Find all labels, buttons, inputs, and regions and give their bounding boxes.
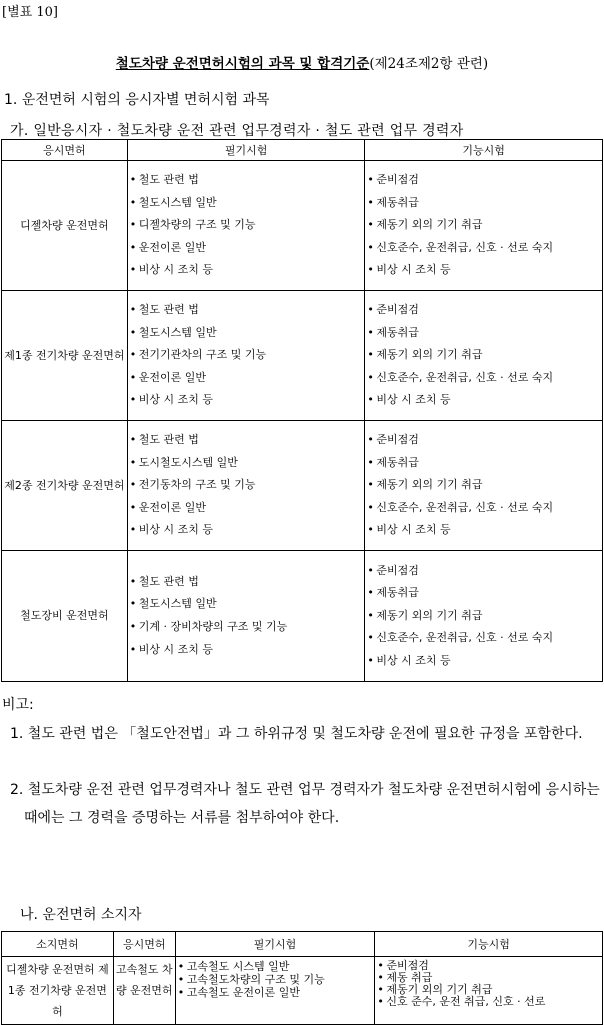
practical-exam-cell: [365, 551, 603, 682]
license-cell: 디젤차량 운전면허: [2, 161, 128, 291]
list-item: • 신호준수, 운전취급, 신호 · 선로 숙지: [365, 367, 602, 390]
list-item: • 제동기 외의 기기 취급: [365, 214, 602, 237]
exam-subjects-table-a: [1, 139, 603, 682]
list-item: • 비상 시 조치 등: [365, 259, 602, 282]
list-item: • 디젤차량의 구조 및 기능: [128, 214, 365, 237]
list-item: • 준비점검: [365, 560, 602, 583]
list-item: • 고속철도 운전이론 일반: [176, 986, 375, 999]
list-item: • 철도시스템 일반: [128, 322, 365, 345]
table-row: [2, 957, 603, 1025]
list-item: • 비상 시 조치 등: [365, 389, 602, 412]
column-header: 응시면허: [2, 140, 128, 161]
column-header: 소지면허: [2, 932, 114, 957]
list-item: • 제동기 외의 기기 취급: [365, 344, 602, 367]
remark-item: 1. 철도 관련 법은 「철도안전법」과 그 하위규정 및 철도차량 운전에 필요한 규정을 포함한다.: [10, 726, 583, 742]
subsection-a-heading: 가. 일반응시자 · 철도차량 운전 관련 업무경력자 · 철도 관련 업무 경력자: [10, 123, 464, 139]
list-item: • 철도 관련 법: [128, 299, 365, 322]
list-item: • 제동취급: [365, 452, 602, 475]
applied-license-cell: 고속철도 차량 운전면허: [113, 957, 175, 1025]
column-header: 응시면허: [113, 932, 175, 957]
list-item: • 철도시스템 일반: [128, 593, 365, 616]
practical-exam-cell: [375, 957, 603, 1025]
remark-item: 2. 철도차량 운전 관련 업무경력자나 철도 관련 업무 경력자가 철도차량 운전면허시험에 응시하는 때에는 그 경력을 증명하는 서류를 첨부하여야 한다.: [10, 782, 600, 826]
remarks-label: 비고:: [2, 697, 34, 713]
column-header: 필기시험: [127, 140, 365, 161]
list-item: • 비상 시 조치 등: [365, 519, 602, 542]
list-item: • 신호 준수, 운전 취급, 신호 · 선로: [375, 996, 602, 1008]
list-item: • 운전이론 일반: [128, 497, 365, 520]
section-1-heading: 1. 운전면허 시험의 응시자별 면허시험 과목: [4, 92, 270, 108]
written-exam-cell: [127, 291, 365, 421]
license-cell: 제2종 전기차량 운전면허: [2, 421, 128, 551]
list-item: • 신호준수, 운전취급, 신호 · 선로 숙지: [365, 497, 602, 520]
practical-exam-cell: [365, 421, 603, 551]
license-cell: 철도장비 운전면허: [2, 551, 128, 682]
held-license-cell: 디젤차량 운전면허 제1종 전기차량 운전면허: [2, 957, 114, 1025]
table-header-row: [2, 932, 603, 957]
list-item: • 철도 관련 법: [128, 169, 365, 192]
list-item: • 철도시스템 일반: [128, 192, 365, 215]
table-row: [2, 421, 603, 551]
list-item: • 비상 시 조치 등: [128, 639, 365, 662]
list-item: • 비상 시 조치 등: [365, 650, 602, 673]
column-header: 기능시험: [375, 932, 603, 957]
list-item: • 고속철도 시스템 일반: [176, 960, 375, 973]
list-item: • 제동기 외의 기기 취급: [375, 984, 602, 996]
list-item: • 준비점검: [365, 429, 602, 452]
list-item: • 철도 관련 법: [128, 571, 365, 594]
list-item: • 운전이론 일반: [128, 367, 365, 390]
list-item: • 고속철도차량의 구조 및 기능: [176, 973, 375, 986]
written-exam-cell: [175, 957, 375, 1025]
list-item: • 제동취급: [365, 192, 602, 215]
annex-label: [별표 10]: [2, 5, 58, 20]
exam-subjects-table-b: [1, 931, 603, 1025]
list-item: • 신호준수, 운전취급, 신호 · 선로 숙지: [365, 237, 602, 260]
list-item: • 기계 · 장비차량의 구조 및 기능: [128, 616, 365, 639]
list-item: • 철도 관련 법: [128, 429, 365, 452]
written-exam-cell: [127, 551, 365, 682]
table-header-row: [2, 140, 603, 161]
list-item: • 준비점검: [375, 960, 602, 972]
document-title-ref: (제24조제2항 관련): [369, 56, 489, 72]
list-item: • 제동 취급: [375, 972, 602, 984]
subsection-b-heading: 나. 운전면허 소지자: [20, 907, 142, 923]
list-item: • 비상 시 조치 등: [128, 519, 365, 542]
column-header: 필기시험: [175, 932, 375, 957]
practical-exam-cell: [365, 161, 603, 291]
table-row: [2, 551, 603, 682]
column-header: 기능시험: [365, 140, 603, 161]
list-item: • 비상 시 조치 등: [128, 389, 365, 412]
document-title: 철도차량 운전면허시험의 과목 및 합격기준: [115, 56, 370, 72]
written-exam-cell: [127, 161, 365, 291]
list-item: • 전기기관차의 구조 및 기능: [128, 344, 365, 367]
list-item: • 제동취급: [365, 582, 602, 605]
list-item: • 제동취급: [365, 322, 602, 345]
list-item: • 신호준수, 운전취급, 신호 · 선로 숙지: [365, 627, 602, 650]
list-item: • 도시철도시스템 일반: [128, 452, 365, 475]
list-item: • 준비점검: [365, 169, 602, 192]
list-item: • 전기동차의 구조 및 기능: [128, 474, 365, 497]
list-item: • 제동기 외의 기기 취급: [365, 474, 602, 497]
written-exam-cell: [127, 421, 365, 551]
document-title-line: [0, 52, 604, 72]
list-item: • 운전이론 일반: [128, 237, 365, 260]
list-item: • 제동기 외의 기기 취급: [365, 605, 602, 628]
table-row: [2, 291, 603, 421]
license-cell: 제1종 전기차량 운전면허: [2, 291, 128, 421]
list-item: • 준비점검: [365, 299, 602, 322]
table-row: [2, 161, 603, 291]
list-item: • 비상 시 조치 등: [128, 259, 365, 282]
practical-exam-cell: [365, 291, 603, 421]
